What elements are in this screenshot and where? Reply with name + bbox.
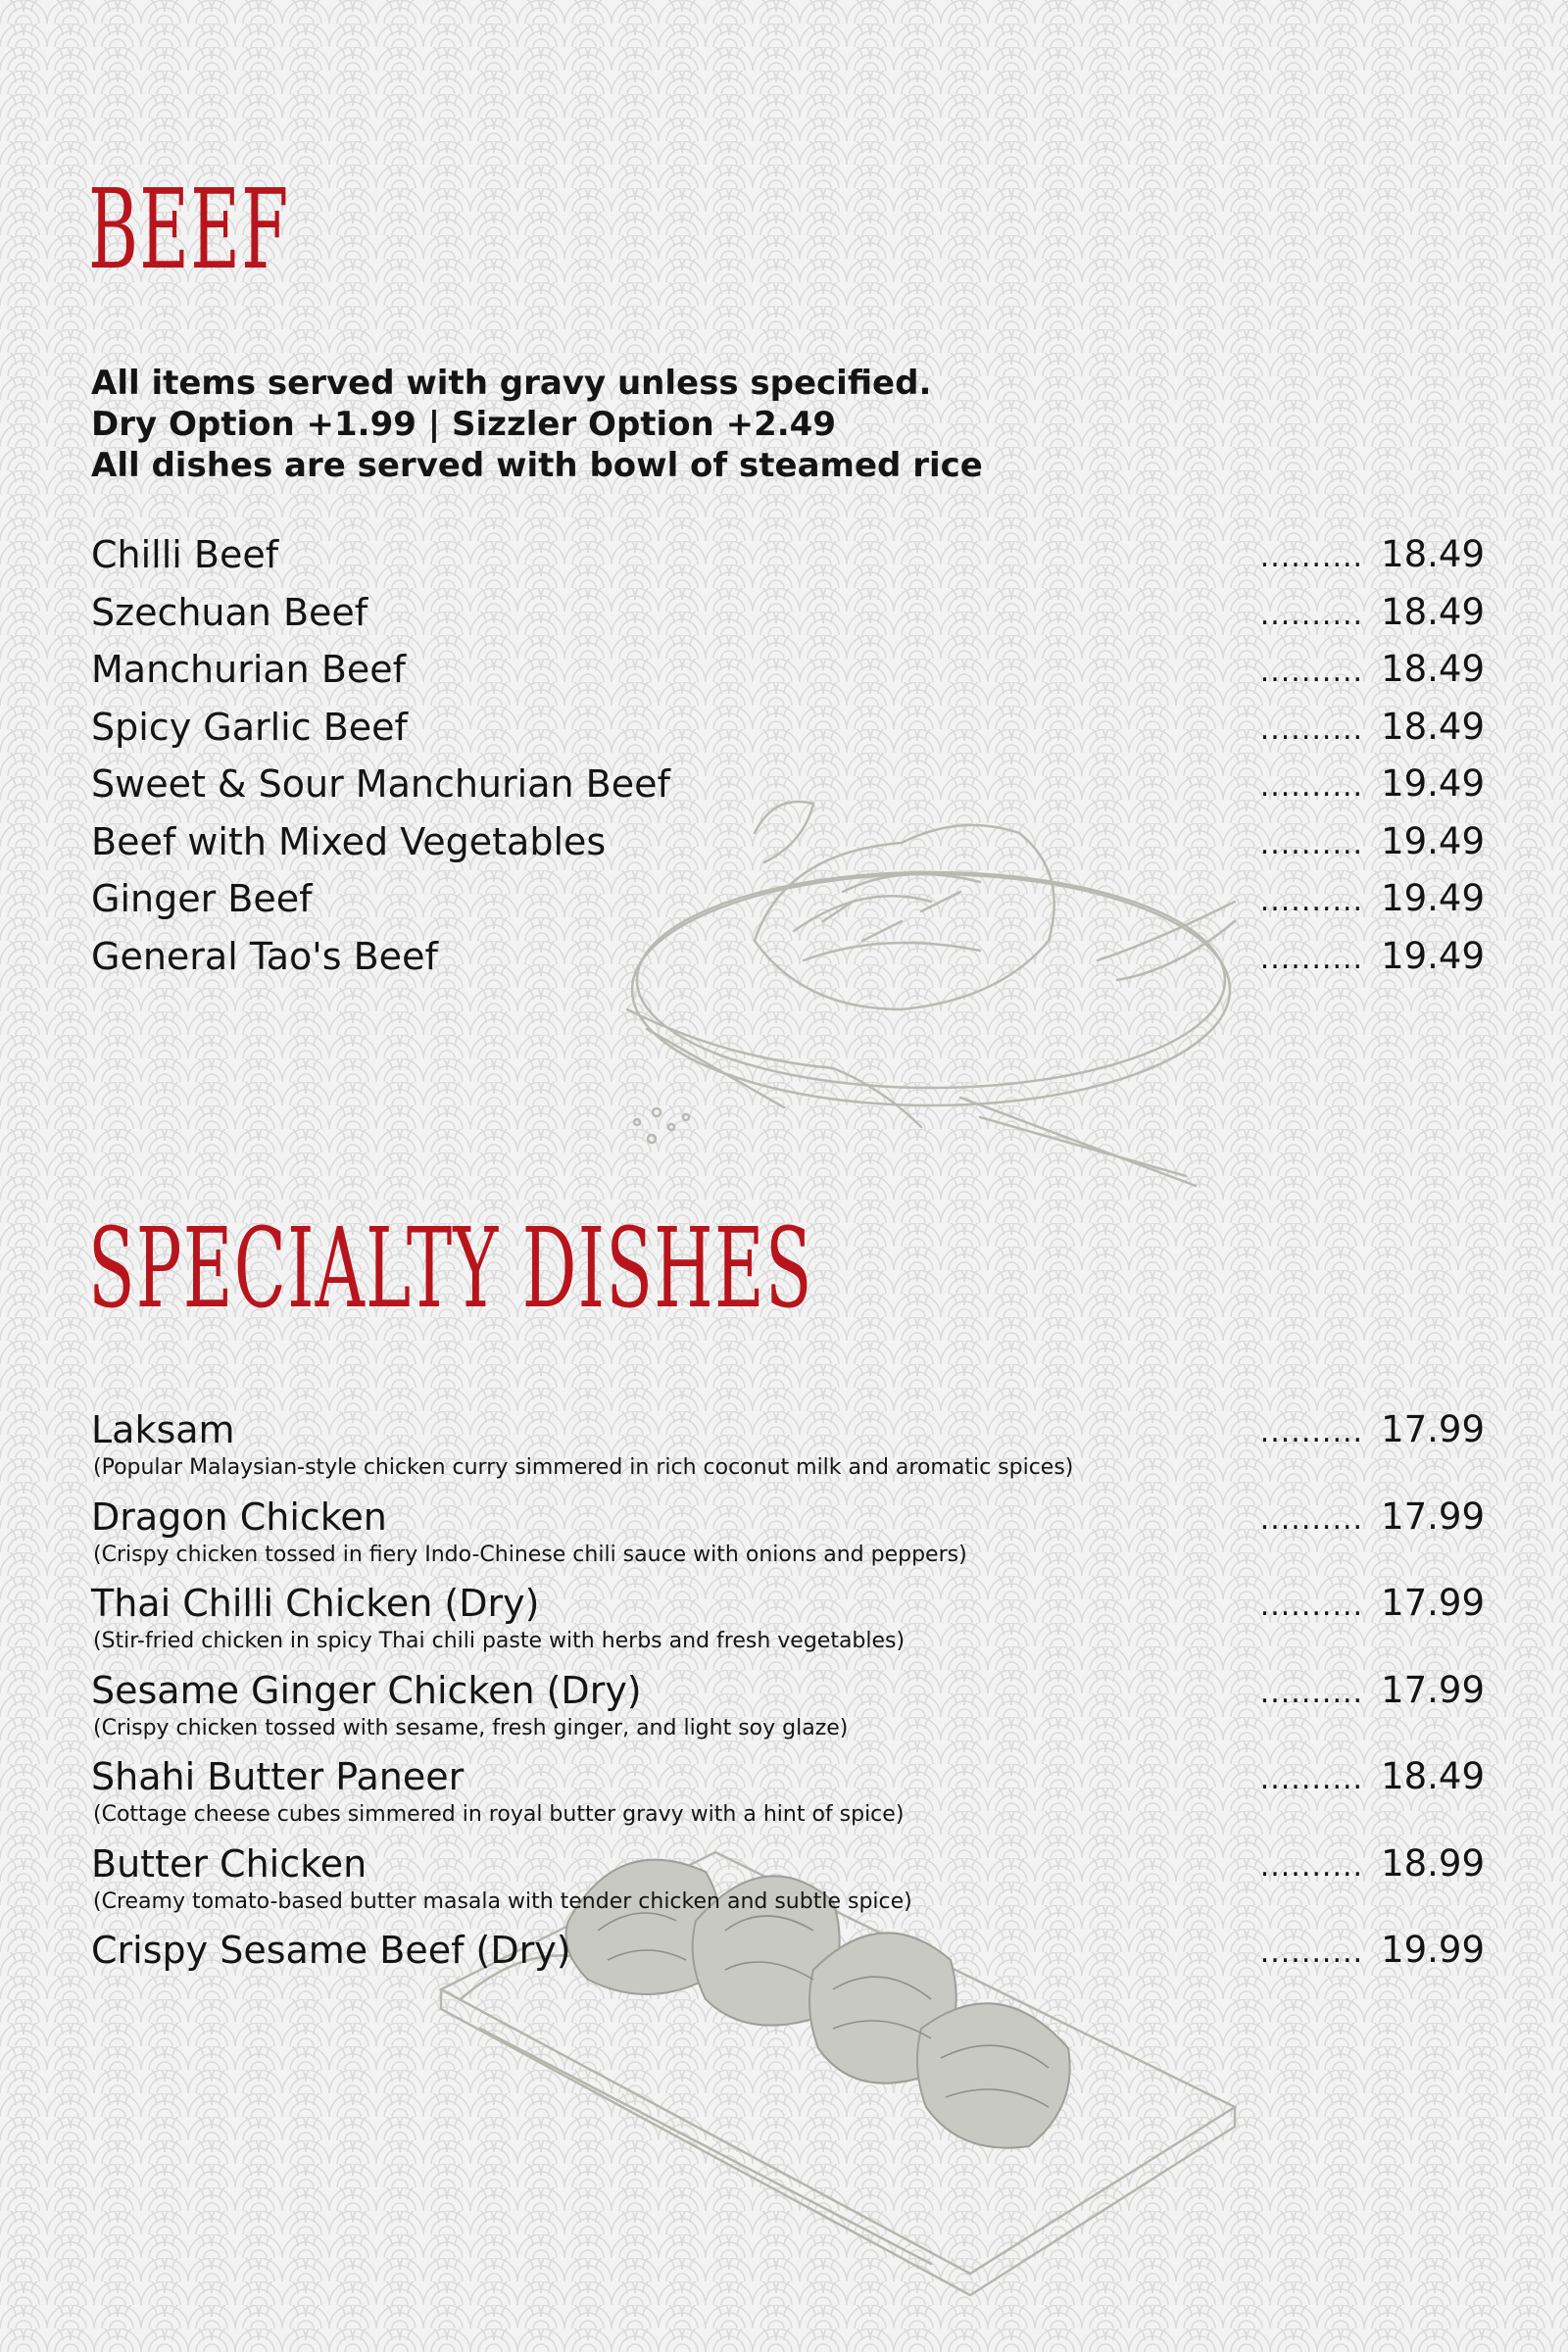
- item-price: 18.49: [1381, 648, 1485, 690]
- leader-dots: ..........: [1259, 941, 1364, 976]
- leader-dots: ..........: [1259, 540, 1364, 574]
- menu-item-szechuan-beef: [91, 584, 1485, 642]
- item-name: Ginger Beef: [91, 877, 313, 920]
- menu-item-laksam: [91, 1401, 1485, 1489]
- item-price: 18.49: [1381, 1755, 1485, 1797]
- item-price: 18.49: [1381, 590, 1485, 633]
- leader-dots: ..........: [1259, 1762, 1364, 1796]
- item-name: Beef with Mixed Vegetables: [91, 819, 607, 863]
- menu-item-thai-chilli-chicken: [91, 1575, 1485, 1662]
- menu-item-sesame-ginger-chicken: [91, 1662, 1485, 1749]
- beef-section-title: BEEF: [88, 167, 290, 294]
- item-price: 19.49: [1381, 934, 1485, 977]
- leader-dots: ..........: [1259, 884, 1364, 918]
- item-price: 19.49: [1381, 819, 1485, 862]
- item-name: Sweet & Sour Manchurian Beef: [91, 762, 670, 806]
- item-name: Manchurian Beef: [91, 648, 407, 691]
- item-name: Laksam: [91, 1408, 235, 1451]
- menu-item-crispy-sesame-beef: [91, 1922, 1485, 2009]
- item-name: Sesame Ginger Chicken (Dry): [91, 1668, 642, 1712]
- item-price: 18.99: [1381, 1841, 1485, 1885]
- item-price: 17.99: [1381, 1494, 1485, 1538]
- menu-item-general-taos-beef: [91, 928, 1485, 986]
- item-name: Butter Chicken: [91, 1841, 368, 1886]
- item-price: 19.99: [1381, 1929, 1485, 1971]
- item-description: (Crispy chicken tossed with sesame, fresh ginger, and light soy glaze): [93, 1715, 849, 1740]
- leader-dots: ..........: [1259, 655, 1364, 689]
- item-name: Crispy Sesame Beef (Dry): [91, 1929, 571, 1972]
- beef-notes: [91, 363, 983, 486]
- item-price: 18.49: [1381, 705, 1485, 748]
- menu-item-chilli-beef: [91, 526, 1485, 584]
- item-description: (Crispy chicken tossed in fiery Indo-Chinese chili sauce with onions and peppers): [93, 1542, 967, 1567]
- menu-item-beef-mixed-vegetables: [91, 813, 1485, 871]
- item-price: 18.49: [1381, 533, 1485, 575]
- item-price: 17.99: [1381, 1408, 1485, 1450]
- menu-item-sweet-sour-manchurian-beef: [91, 756, 1485, 813]
- item-description: (Stir-fried chicken in spicy Thai chili paste with herbs and fresh vegetables): [93, 1629, 906, 1653]
- menu-item-manchurian-beef: [91, 641, 1485, 699]
- item-name: Szechuan Beef: [91, 590, 368, 634]
- beef-menu-list: [91, 526, 1485, 985]
- item-price: 19.49: [1381, 877, 1485, 919]
- leader-dots: ..........: [1259, 711, 1364, 747]
- item-name: Spicy Garlic Beef: [91, 705, 408, 749]
- item-name: Shahi Butter Paneer: [91, 1755, 465, 1798]
- menu-item-butter-chicken: [91, 1836, 1485, 1923]
- item-description: (Cottage cheese cubes simmered in royal butter gravy with a hint of spice): [93, 1802, 905, 1827]
- leader-dots: ..........: [1259, 769, 1364, 804]
- item-price: 19.49: [1381, 762, 1485, 805]
- item-name: General Tao's Beef: [91, 934, 438, 978]
- item-description: (Creamy tomato-based butter masala with tender chicken and subtle spice): [93, 1888, 912, 1914]
- note-gravy: All items served with gravy unless specified.: [91, 364, 932, 403]
- note-rice: All dishes are served with bowl of steamed rice: [91, 446, 983, 485]
- leader-dots: ..........: [1259, 1936, 1364, 1970]
- menu-item-spicy-garlic-beef: [91, 699, 1485, 757]
- leader-dots: ..........: [1259, 597, 1364, 632]
- item-name: Thai Chilli Chicken (Dry): [91, 1582, 540, 1625]
- item-name: Chilli Beef: [91, 533, 279, 576]
- item-price: 17.99: [1381, 1668, 1485, 1711]
- leader-dots: ..........: [1259, 1501, 1364, 1537]
- item-description: (Popular Malaysian-style chicken curry simmered in rich coconut milk and aromatic spices): [93, 1455, 1074, 1480]
- leader-dots: ..........: [1259, 1415, 1364, 1449]
- leader-dots: ..........: [1259, 1848, 1364, 1884]
- item-price: 17.99: [1381, 1582, 1485, 1624]
- leader-dots: ..........: [1259, 1675, 1364, 1710]
- menu-item-shahi-butter-paneer: [91, 1748, 1485, 1836]
- specialty-menu-list: [91, 1401, 1485, 2009]
- leader-dots: ..........: [1259, 1589, 1364, 1623]
- leader-dots: ..........: [1259, 826, 1364, 861]
- item-name: Dragon Chicken: [91, 1494, 387, 1539]
- note-options: Dry Option +1.99 | Sizzler Option +2.49: [91, 405, 836, 444]
- menu-item-dragon-chicken: [91, 1489, 1485, 1576]
- specialty-section-title: SPECIALTY DISHES: [88, 1205, 813, 1333]
- menu-item-ginger-beef: [91, 870, 1485, 928]
